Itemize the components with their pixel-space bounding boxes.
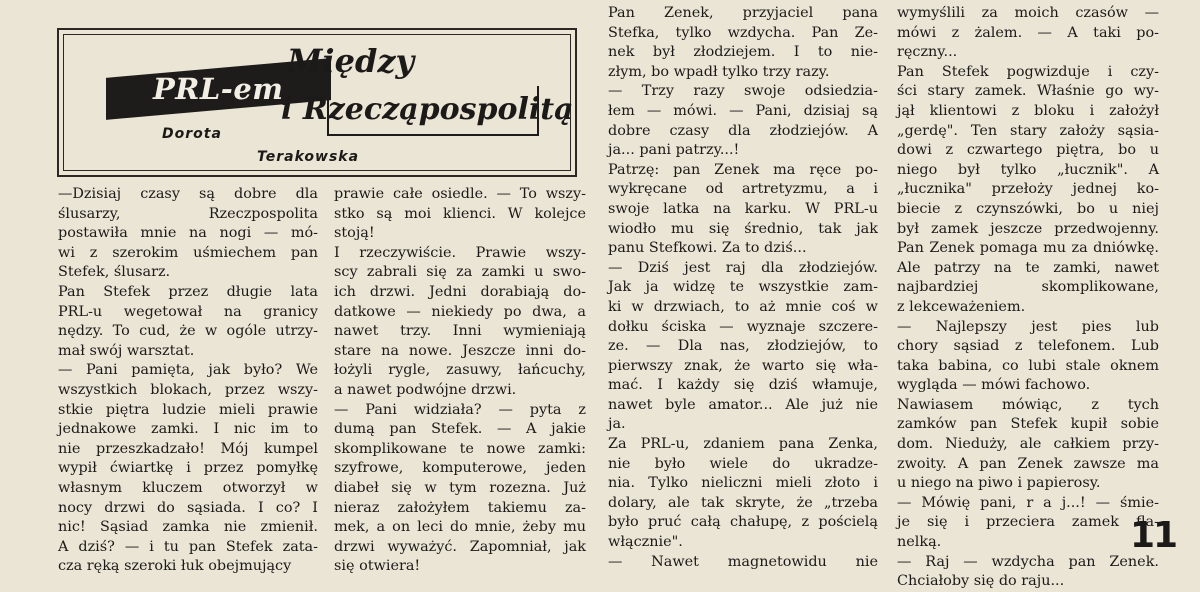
text-line: jął klientowi z bloku i założył: [897, 102, 1159, 119]
text-line: ści stary zamek. Właśnie go wy-: [897, 83, 1159, 100]
text-line: nędzy. To cud, że w ogóle utrzy-: [58, 323, 318, 340]
headline-line-1: Między: [287, 42, 415, 80]
text-line: diabeł się w tym rozezna. Już: [334, 479, 586, 496]
text-line: zwoity. A pan Zenek zawsze ma: [897, 455, 1159, 472]
text-line: łożyli rygle, zasuwy, łańcuchy,: [334, 362, 586, 379]
text-line: Za PRL-u, zdaniem pana Zenka,: [608, 436, 878, 453]
text-line: mać. I każdy się dziś włamuje,: [608, 377, 878, 394]
text-line: taka babina, co lubi stale oknem: [897, 357, 1159, 374]
text-line: nawet trzy. Inni wymieniają: [334, 323, 586, 340]
text-line: je się i przeciera zamek fla-: [897, 514, 1159, 531]
text-line: łem — mówi. — Pani, dzisiaj są: [608, 102, 878, 119]
text-line: Ale patrzy na te zamki, nawet: [897, 259, 1159, 276]
text-line: Stefek, ślusarz.: [58, 264, 171, 281]
text-line: Stefka, tylko wzdycha. Pan Ze-: [608, 24, 878, 41]
text-line: pierwszy znak, że warto się wła-: [608, 357, 878, 374]
text-line: — Dziś jest raj dla złodziejów.: [608, 259, 878, 276]
text-line: stoją!: [334, 225, 375, 242]
text-line: Nawiasem mówiąc, z tych: [897, 396, 1159, 413]
title-box: [57, 28, 577, 177]
text-line: zamków pan Stefek kupił sobie: [897, 416, 1159, 433]
text-line: drzwi wyważyć. Zapomniał, jak: [334, 538, 586, 555]
text-line: stare na nowe. Jeszcze inni do-: [334, 342, 586, 359]
headline-banner-text: PRL-em: [153, 72, 284, 107]
text-line: złym, bo wpadł tylko trzy razy.: [608, 63, 830, 80]
text-line: — Nawet magnetowidu nie: [608, 553, 878, 570]
text-line: postawiła mnie na nogi — mó-: [58, 225, 318, 242]
text-line: Pan Zenek, przyjaciel pana: [608, 5, 878, 21]
page-number: 11: [1130, 515, 1177, 556]
text-line: „gerdę". Ten stary założy sąsia-: [897, 122, 1159, 139]
author-last-name: Terakowska: [257, 149, 360, 165]
text-line: ja... pani patrzy...!: [608, 142, 740, 159]
text-line: — Najlepszy jest pies lub: [897, 318, 1159, 335]
text-line: datkowe — niekiedy po dwa, a: [334, 303, 586, 320]
text-line: nek był złodziejem. I to nie-: [608, 44, 878, 61]
text-line: mał swój warsztat.: [58, 342, 195, 359]
text-line: wszystkich blokach, przez wszy-: [58, 381, 318, 398]
text-line: dołku ściska — wyznaje szczere-: [608, 318, 878, 335]
text-line: ślusarzy, Rzeczpospolita: [58, 205, 318, 222]
text-line: Chciałoby się do raju...: [897, 573, 1065, 590]
text-line: A dziś? — i tu pan Stefek zata-: [58, 538, 318, 555]
text-line: Pan Stefek przez długie lata: [58, 283, 318, 300]
text-line: wiodło mu się średnio, tak jak: [608, 220, 878, 237]
text-line: mówi z żalem. — A taki po-: [897, 24, 1159, 41]
text-line: nic! Sąsiad zamka nie zmienił.: [58, 519, 318, 536]
text-line: mek, a on leci do mnie, żeby mu: [334, 519, 586, 536]
text-line: „łucznika" przełoży jednej ko-: [897, 181, 1159, 198]
text-line: nie było wiele do ukradze-: [608, 455, 878, 472]
text-line: stkie piętra ludzie mieli prawie: [58, 401, 318, 418]
text-line: szyfrowe, komputerowe, jeden: [334, 460, 586, 477]
text-line: dobre czasy dla złodziejów. A: [608, 122, 878, 139]
text-line: nia. Tylko nieliczni mieli złoto i: [608, 475, 878, 492]
text-line: — Pani pamięta, jak było? We: [58, 362, 318, 379]
text-line: nie przeszkadzało! Mój kumpel: [58, 440, 318, 457]
author-first-name: Dorota: [162, 126, 222, 142]
text-line: Patrzę: pan Zenek ma ręce po-: [608, 161, 878, 178]
text-line: ze. — Dla nas, złodziejów, to: [608, 338, 878, 355]
text-column-1: [58, 185, 318, 577]
text-column-3: [608, 4, 878, 572]
text-line: — Pani widziała? — pyta z: [334, 401, 586, 418]
text-line: ki w drzwiach, to aż mnie coś w: [608, 298, 878, 315]
text-line: — Mówię pani, r a j...! — śmie-: [897, 494, 1159, 511]
text-line: a nawet podwójne drzwi.: [334, 381, 517, 398]
text-line: Jak ja widzę te wszystkie zam-: [608, 279, 878, 296]
text-line: —Dzisiaj czasy są dobre dla: [58, 186, 318, 202]
text-line: — Raj — wzdycha pan Zenek.: [897, 553, 1159, 570]
text-line: dom. Nieduży, ale całkiem przy-: [897, 436, 1159, 453]
text-line: najbardziej skomplikowane,: [897, 279, 1159, 296]
text-line: nelką.: [897, 534, 942, 551]
text-line: swoje latka na karku. W PRL-u: [608, 200, 878, 217]
text-line: I rzeczywiście. Prawie wszy-: [334, 244, 586, 261]
text-line: skomplikowane te nowe zamki:: [334, 440, 586, 457]
text-line: — Trzy razy swoje odsiedzia-: [608, 83, 878, 100]
text-line: włącznie".: [608, 534, 683, 551]
text-line: był zamek jeszcze przedwojenny.: [897, 220, 1159, 237]
text-line: stko są moi klienci. W kolejce: [334, 205, 586, 222]
text-line: wi z szerokim uśmiechem pan: [58, 244, 318, 261]
text-line: biecie z czynszówki, bo u niej: [897, 200, 1159, 217]
text-line: jednakowe zamki. I nic im to: [58, 421, 318, 438]
headline-frame-bottom: [327, 134, 537, 136]
text-line: własnym kluczem otworzył w: [58, 479, 318, 496]
text-line: nieraz założyłem takiemu za-: [334, 499, 586, 516]
text-line: PRL-u wegetował na granicy: [58, 303, 318, 320]
text-line: ja.: [608, 416, 626, 433]
text-line: się otwiera!: [334, 558, 421, 575]
text-line: dowi z czwartego piętra, bo u: [897, 142, 1159, 159]
text-line: dolary, ale tak skryte, że „trzeba: [608, 494, 878, 511]
text-column-4: [897, 4, 1159, 592]
text-line: niego był tylko „łucznik". A: [897, 161, 1159, 178]
text-line: ich drzwi. Jedni dorabiają do-: [334, 283, 586, 300]
text-line: wypił ćwiartkę i przez pomyłkę: [58, 460, 318, 477]
text-line: scy zabrali się za zamki u swo-: [334, 264, 586, 281]
text-line: wygląda — mówi fachowo.: [897, 377, 1091, 394]
text-line: nocy drzwi do sąsiada. I co? I: [58, 499, 318, 516]
text-line: u niego na piwo i papierosy.: [897, 475, 1101, 492]
text-line: było pruć całą chałupę, z pościelą: [608, 514, 878, 531]
text-line: nawet byle amator... Ale już nie: [608, 396, 878, 413]
text-column-2: [334, 185, 586, 577]
headline-line-2: i Rzecząpospolitą: [281, 92, 574, 127]
text-line: Pan Zenek pomaga mu za dniówkę.: [897, 240, 1159, 257]
text-line: wykręcane od artretyzmu, a i: [608, 181, 878, 198]
text-line: ręczny...: [897, 44, 958, 61]
text-line: chory sąsiad z telefonem. Lub: [897, 338, 1159, 355]
text-line: wymyślili za moich czasów —: [897, 5, 1159, 21]
text-line: panu Stefkowi. Za to dziś...: [608, 240, 807, 257]
text-line: cza ręką szeroki łuk obejmujący: [58, 558, 292, 575]
text-line: Pan Stefek pogwizduje i czy-: [897, 63, 1159, 80]
text-line: dumą pan Stefek. — A jakie: [334, 421, 586, 438]
text-line: prawie całe osiedle. — To wszy-: [334, 186, 586, 202]
text-line: z lekceważeniem.: [897, 298, 1026, 315]
